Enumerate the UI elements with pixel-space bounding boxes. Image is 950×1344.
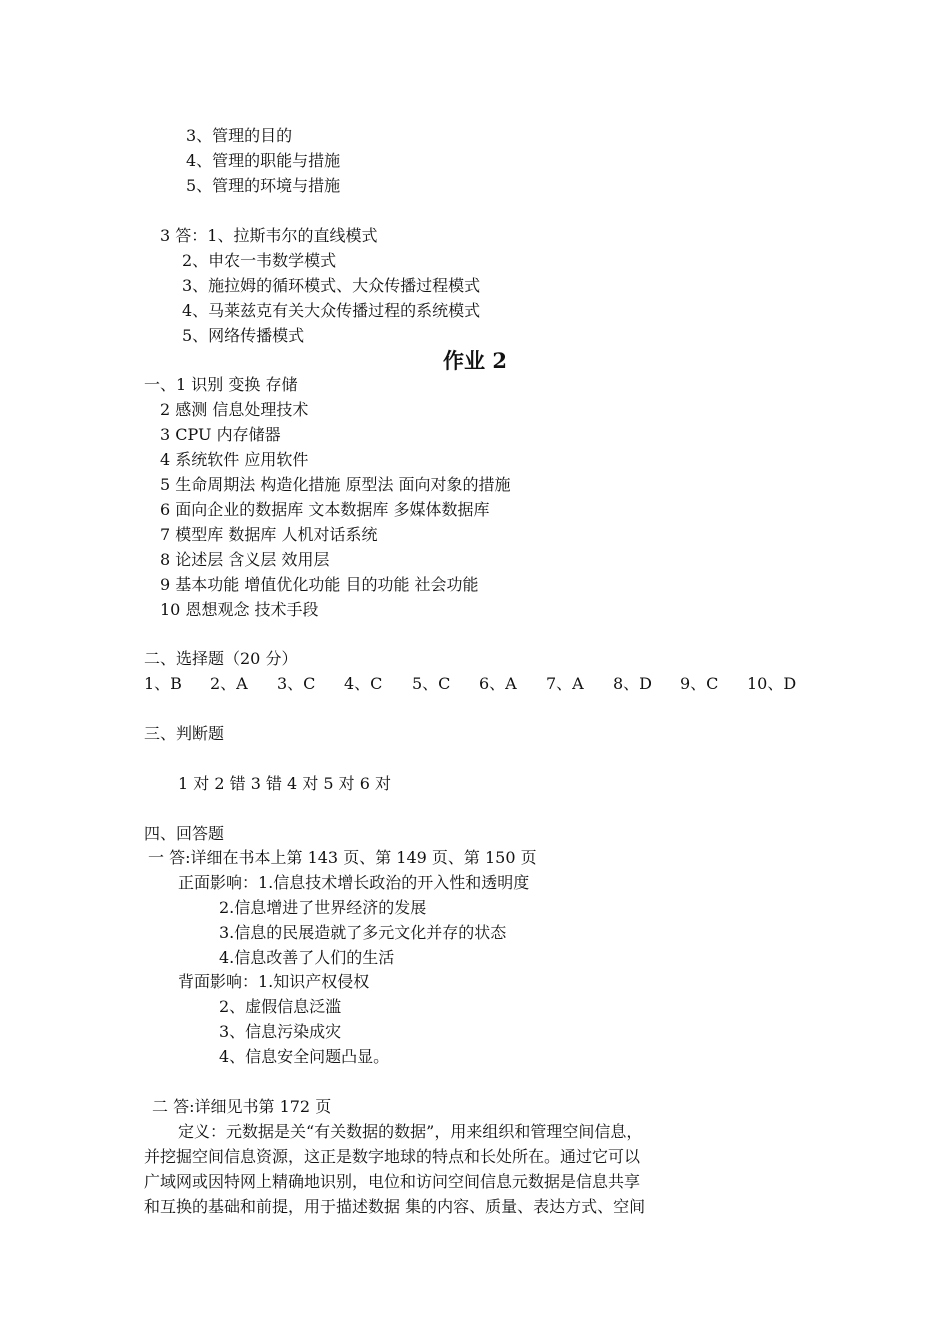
- list-item: 3、管理的目的: [186, 126, 293, 145]
- fill-blank-line: 9 基本功能 增值优化功能 目的功能 社会功能: [160, 575, 479, 594]
- qa1-negative: 3、信息污染成灾: [219, 1022, 342, 1041]
- fill-blank-line: 2 感测 信息处理技术: [160, 400, 309, 419]
- page-title: 作业 2: [443, 348, 507, 373]
- choice-answer: 5、C: [412, 674, 451, 693]
- qa2-paragraph-line: 定义：元数据是关“有关数据的数据”，用来组织和管理空间信息，: [178, 1122, 643, 1141]
- qa1-positive: 2.信息增进了世界经济的发展: [219, 898, 427, 917]
- fill-blank-line: 4 系统软件 应用软件: [160, 450, 309, 469]
- answer-line: 3、施拉姆的循环模式、大众传播过程模式: [182, 276, 481, 295]
- qa1-negative: 背面影响：1.知识产权侵权: [178, 972, 370, 991]
- choice-answer: 1、B: [144, 674, 182, 693]
- qa1-positive: 4.信息改善了人们的生活: [219, 948, 395, 967]
- qa1-intro: 一 答:详细在书本上第 143 页、第 149 页、第 150 页: [148, 848, 537, 867]
- choice-answer: 10、D: [747, 674, 797, 693]
- choice-answer: 8、D: [613, 674, 653, 693]
- qa2-paragraph-line: 和互换的基础和前提，用于描述数据 集的内容、质量、表达方式、空间: [144, 1197, 646, 1216]
- fill-blank-line: 7 模型库 数据库 人机对话系统: [160, 525, 378, 544]
- fill-blank-line: 5 生命周期法 构造化措施 原型法 面向对象的措施: [160, 475, 511, 494]
- answer-line: 5、网络传播模式: [182, 326, 305, 345]
- choice-answer: 3、C: [277, 674, 316, 693]
- section-heading: 二、选择题（20 分）: [144, 649, 298, 668]
- qa2-paragraph-line: 并挖掘空间信息资源，这正是数字地球的特点和长处所在。通过它可以: [144, 1147, 641, 1166]
- answer-line: 4、马莱兹克有关大众传播过程的系统模式: [182, 301, 481, 320]
- answer-line: 3 答：1、拉斯韦尔的直线模式: [160, 226, 378, 245]
- qa2-intro: 二 答:详细见书第 172 页: [152, 1097, 332, 1116]
- list-item: 5、管理的环境与措施: [186, 176, 341, 195]
- qa1-negative: 4、信息安全问题凸显。: [219, 1047, 390, 1066]
- fill-blank-line: 8 论述层 含义层 效用层: [160, 550, 330, 569]
- qa2-paragraph-line: 广域网或因特网上精确地识别，电位和访问空间信息元数据是信息共享: [144, 1172, 641, 1191]
- answer-line: 2、申农一韦数学模式: [182, 251, 337, 270]
- choice-answer: 4、C: [344, 674, 383, 693]
- judge-answers: 1 对 2 错 3 错 4 对 5 对 6 对: [178, 774, 392, 793]
- choice-answer: 7、A: [546, 674, 584, 693]
- section-heading: 四、回答题: [144, 824, 225, 843]
- fill-blank-line: 一、1 识别 变换 存储: [144, 375, 298, 394]
- section-heading: 三、判断题: [144, 724, 225, 743]
- fill-blank-line: 3 CPU 内存储器: [160, 425, 281, 444]
- list-item: 4、管理的职能与措施: [186, 151, 341, 170]
- qa1-positive: 3.信息的民展造就了多元文化并存的状态: [219, 923, 507, 942]
- fill-blank-line: 10 恩想观念 技术手段: [160, 600, 319, 619]
- choice-answer: 9、C: [680, 674, 719, 693]
- choice-answer: 2、A: [210, 674, 248, 693]
- qa1-positive: 正面影响：1.信息技术增长政治的开入性和透明度: [178, 873, 530, 892]
- choice-answer: 6、A: [479, 674, 517, 693]
- fill-blank-line: 6 面向企业的数据库 文本数据库 多媒体数据库: [160, 500, 490, 519]
- qa1-negative: 2、虚假信息泛滥: [219, 997, 342, 1016]
